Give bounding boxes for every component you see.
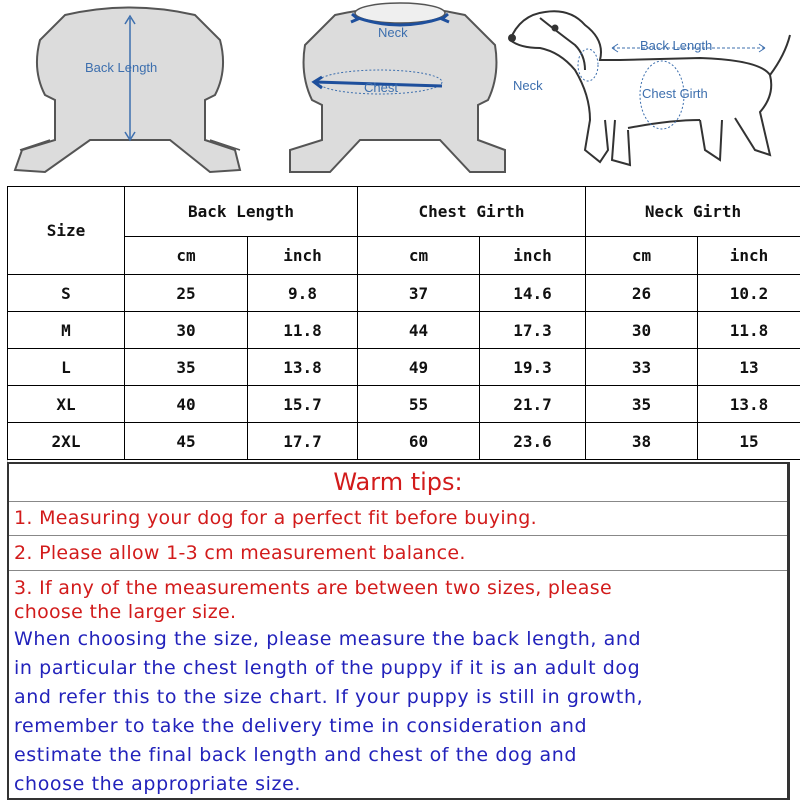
note-line: When choosing the size, please measure the back length, and [14, 628, 642, 650]
size-chart-table [7, 186, 800, 460]
size-cell: S [8, 275, 125, 312]
note-line: and refer this to the size chart. If your puppy is still in growth, [14, 686, 644, 708]
table-cell: 11.8 [248, 312, 358, 349]
divider [9, 501, 787, 502]
table-cell: 55 [358, 386, 480, 423]
tip-3-line-2: choose the larger size. [14, 601, 237, 623]
label-dog-neck: Neck [513, 78, 543, 93]
unit-inch: inch [480, 237, 586, 275]
label-dog-back-length: Back Length [640, 38, 713, 53]
table-row [8, 312, 800, 349]
table-cell: 45 [125, 423, 248, 460]
table-cell: 14.6 [480, 275, 586, 312]
note-line: in particular the chest length of the puppy if it is an adult dog [14, 657, 641, 679]
table-cell: 21.7 [480, 386, 586, 423]
table-cell: 37 [358, 275, 480, 312]
note-line: estimate the final back length and chest of the dog and [14, 744, 578, 766]
table-cell: 10.2 [698, 275, 800, 312]
table-cell: 13 [698, 349, 800, 386]
label-neck: Neck [378, 25, 408, 40]
table-cell: 38 [586, 423, 698, 460]
size-cell: M [8, 312, 125, 349]
table-row [8, 349, 800, 386]
header-chest-girth: Chest Girth [358, 187, 586, 237]
table-row [8, 386, 800, 423]
label-chest: Chest [364, 80, 398, 95]
unit-cm: cm [125, 237, 248, 275]
header-neck-girth: Neck Girth [586, 187, 800, 237]
tip-1: 1. Measuring your dog for a perfect fit before buying. [14, 507, 537, 529]
warm-tips-box [7, 462, 790, 800]
table-cell: 9.8 [248, 275, 358, 312]
table-cell: 35 [586, 386, 698, 423]
note-line: remember to take the delivery time in consideration and [14, 715, 588, 737]
header-back-length: Back Length [125, 187, 358, 237]
divider [9, 535, 787, 536]
note-line: choose the appropriate size. [14, 773, 302, 795]
label-back-length: Back Length [85, 60, 158, 75]
table-cell: 11.8 [698, 312, 800, 349]
size-cell: XL [8, 386, 125, 423]
sweater-back-view [15, 8, 240, 173]
tip-3-line-1: 3. If any of the measurements are between two sizes, please [14, 577, 612, 599]
sizing-note [14, 625, 781, 799]
table-row [8, 423, 800, 460]
table-cell: 13.8 [698, 386, 800, 423]
measurement-diagram [0, 0, 800, 185]
table-cell: 23.6 [480, 423, 586, 460]
size-cell: 2XL [8, 423, 125, 460]
table-cell: 60 [358, 423, 480, 460]
table-cell: 30 [586, 312, 698, 349]
header-size: Size [8, 187, 125, 275]
tip-2: 2. Please allow 1-3 cm measurement balance. [14, 542, 466, 564]
table-cell: 17.7 [248, 423, 358, 460]
unit-inch: inch [698, 237, 800, 275]
size-cell: L [8, 349, 125, 386]
table-cell: 30 [125, 312, 248, 349]
measurement-illustration [0, 0, 800, 185]
warm-tips-title: Warm tips: [333, 468, 463, 496]
table-cell: 25 [125, 275, 248, 312]
unit-cm: cm [586, 237, 698, 275]
label-dog-chest-girth: Chest Girth [642, 86, 708, 101]
table-cell: 33 [586, 349, 698, 386]
table-cell: 44 [358, 312, 480, 349]
unit-inch: inch [248, 237, 358, 275]
table-cell: 40 [125, 386, 248, 423]
table-cell: 15 [698, 423, 800, 460]
table-cell: 49 [358, 349, 480, 386]
table-cell: 15.7 [248, 386, 358, 423]
unit-cm: cm [358, 237, 480, 275]
table-cell: 26 [586, 275, 698, 312]
table-cell: 13.8 [248, 349, 358, 386]
table-cell: 35 [125, 349, 248, 386]
table-row [8, 275, 800, 312]
table-cell: 17.3 [480, 312, 586, 349]
table-cell: 19.3 [480, 349, 586, 386]
divider [9, 570, 787, 571]
